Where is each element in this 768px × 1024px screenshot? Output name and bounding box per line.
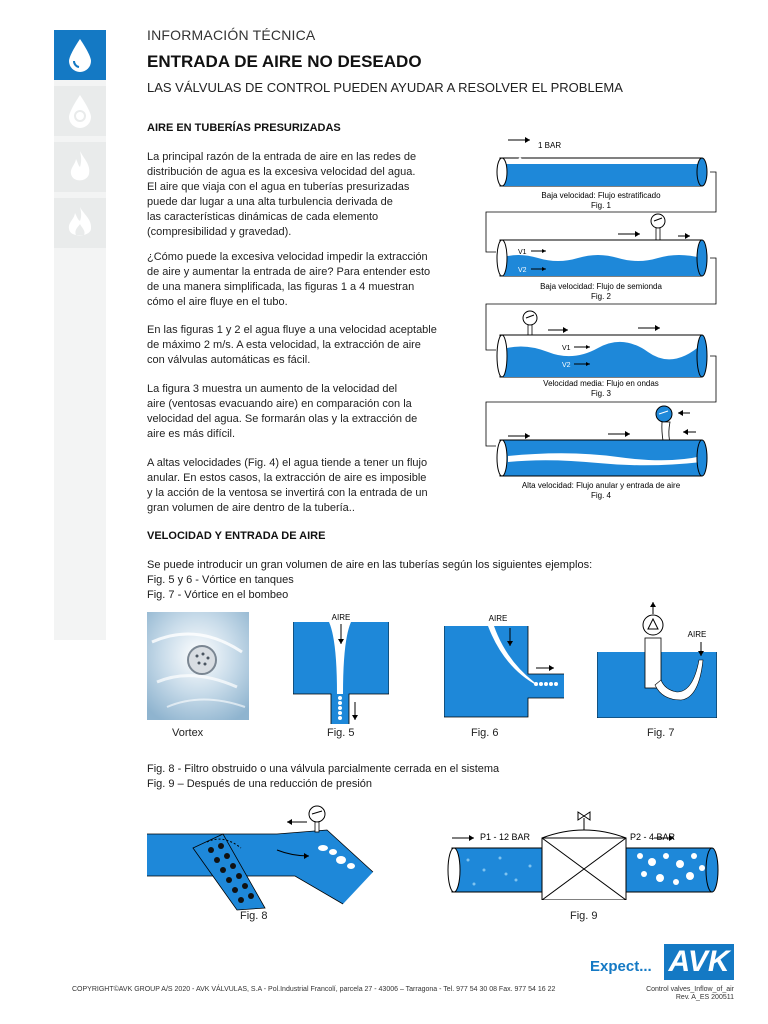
fig7-aire: AIRE [687, 630, 707, 639]
fig6-aire: AIRE [488, 614, 508, 623]
pipe-flow-figures [478, 130, 728, 505]
text-line: aire es más difícil. [147, 428, 236, 440]
footer-revision: Rev. A_ES 200511 [675, 994, 734, 1001]
text-line: En las figuras 1 y 2 el agua fluye a una velocidad aceptable [147, 324, 437, 336]
fig7-diagram [597, 600, 717, 718]
text-line: Fig. 8 - Filtro obstruido o una válvula parcialmente cerrada en el sistema [147, 763, 500, 775]
fig1-label: Fig. 1 [590, 201, 612, 210]
fig9-p2: P2 - 4 BAR [630, 832, 676, 842]
fig7-label: Fig. 7 [647, 727, 675, 739]
fig4-caption: Alta velocidad: Flujo anular y entrada de aire [521, 481, 681, 490]
text-line: La figura 3 muestra un aumento de la velocidad del [147, 383, 398, 395]
text-line: de una manera simplificada, las figuras 1 a 4 muestran [147, 281, 415, 293]
fig2-diagram [497, 214, 707, 301]
water-drop-icon[interactable] [54, 30, 106, 80]
paragraph-3 [147, 323, 457, 368]
fig9-label: Fig. 9 [570, 910, 598, 922]
text-line: de máximo 2 m/s. A esta velocidad, la extracción de aire [147, 339, 421, 351]
paragraph-4 [147, 382, 457, 442]
text-line: El aire que viaja con el agua en tuberías presurizadas [147, 181, 410, 193]
fig2-caption: Baja velocidad: Flujo de semionda [540, 282, 662, 291]
text-line: velocidad del agua. Se formarán olas y la extracción de [147, 413, 418, 425]
text-line: aire (ventosas evacuando aire) en comparación con la [147, 398, 412, 410]
fig3-caption: Velocidad media: Flujo en ondas [543, 379, 659, 388]
text-line: puede dar lugar a una alta turbulencia derivada de [147, 196, 393, 208]
fig2-v1: V1 [518, 249, 527, 256]
fig1-diagram [497, 137, 707, 210]
vortex-photo [147, 612, 249, 720]
page-subtitle: LAS VÁLVULAS DE CONTROL PUEDEN AYUDAR A RESOLVER EL PROBLEMA [147, 80, 623, 95]
paragraph-1 [147, 150, 457, 240]
sidebar [54, 30, 106, 640]
fig6-diagram [444, 610, 564, 718]
fig2-v2: V2 [518, 267, 527, 274]
fig3-v1: V1 [562, 345, 571, 352]
flame-icon[interactable] [54, 142, 106, 192]
brand-tagline: Expect... [590, 958, 652, 975]
fig4-label: Fig. 4 [590, 491, 612, 500]
text-line: y la acción de la ventosa se invertirá con la entrada de un [147, 487, 428, 499]
paragraph-5 [147, 456, 457, 516]
text-line: con válvulas automáticas es fácil. [147, 354, 311, 366]
text-line: anular. En estos casos, la extracción de aire es imposible [147, 472, 427, 484]
fig8-label-text: Fig. 8 [240, 910, 268, 922]
text-line: gran volumen de aire dentro de la tubería.. [147, 502, 355, 514]
text-line: La principal razón de la entrada de aire en las redes de [147, 151, 417, 163]
text-line: Fig. 9 – Después de una reducción de presión [147, 778, 373, 790]
text-line: de aire y aumentar la entrada de aire? Para entender esto [147, 266, 431, 278]
text-line: Fig. 5 y 6 - Vórtice en tanques [147, 574, 294, 586]
footer-copyright: COPYRIGHT©AVK GROUP A/S 2020 - AVK VÁLVULAS, S.A - Pol.Industrial Francolí, parcela 27 - 43006 – Tarragona - Tel. 977 54 30 08 Fax. 977 54 16 22 [72, 986, 556, 993]
fig5-diagram [293, 610, 389, 725]
text-line: cómo el aire fluye en el tubo. [147, 296, 288, 308]
text-line: Se puede introducir un gran volumen de aire en las tuberías según los siguientes ejemplos: [147, 559, 593, 571]
paragraph-2 [147, 250, 457, 310]
fig9-diagram [444, 800, 724, 900]
fig3-diagram [497, 311, 707, 398]
recycle-drop-icon[interactable] [54, 86, 106, 136]
fig4-diagram [497, 406, 707, 500]
fig5-aire: AIRE [331, 613, 351, 622]
fig2-label: Fig. 2 [590, 292, 612, 301]
text-line: A altas velocidades (Fig. 4) el agua tiende a tener un flujo [147, 457, 428, 469]
fig1-caption: Baja velocidad: Flujo estratificado [541, 191, 661, 200]
fig6-label: Fig. 6 [471, 727, 499, 739]
fig5-label: Fig. 5 [327, 727, 355, 739]
text-line: Fig. 7 - Vórtice en el bombeo [147, 589, 289, 601]
footer-docname: Control valves_Inflow_of_air [646, 986, 734, 993]
fig8-diagram [147, 800, 397, 912]
fig3-v2: V2 [562, 362, 571, 369]
avk-logo[interactable]: AVK [664, 944, 734, 980]
section1-heading: AIRE EN TUBERÍAS PRESURIZADAS [147, 122, 341, 134]
text-line: (compresibilidad y gravedad). [147, 226, 292, 238]
fig3-label: Fig. 3 [590, 389, 612, 398]
section-label: INFORMACIÓN TÉCNICA [147, 27, 316, 43]
text-line: distribución de agua es la excesiva velocidad del agua. [147, 166, 416, 178]
section2-heading: VELOCIDAD Y ENTRADA DE AIRE [147, 530, 326, 542]
section3-text [147, 762, 499, 792]
fig9-p1: P1 - 12 BAR [480, 832, 531, 842]
fig1-pressure: 1 BAR [538, 141, 562, 150]
text-line: ¿Cómo puede la excesiva velocidad impedir la extracción [147, 251, 428, 263]
text-line: las características dinámicas de cada elemento [147, 211, 379, 223]
page-title: ENTRADA DE AIRE NO DESEADO [147, 52, 422, 71]
vortex-label: Vortex [172, 727, 204, 739]
section2-text [147, 558, 592, 603]
fire-icon[interactable] [54, 198, 106, 248]
